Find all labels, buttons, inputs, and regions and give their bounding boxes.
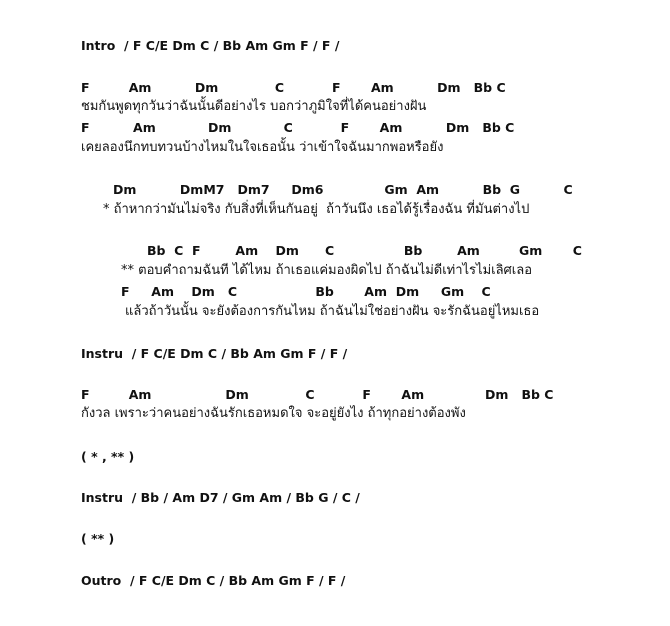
chorus2-lyrics-line-1: ** ตอบคำถามฉันที ได้ไหม ถ้าเธอแค่มองผิดไป ถ้าฉันไม่ดีเท่าไรไม่เลิศเลอ [121,263,533,278]
verse2-lyrics-line: กังวล เพราะว่าคนอย่างฉันรักเธอหมดใจ จะอยู่ยังไง ถ้าทุกอย่างต้องพัง [81,406,466,421]
instru1-line: Instru / F C/E Dm C / Bb Am Gm F / F / [81,346,348,361]
chorus1-lyrics-line: * ถ้าหากว่ามันไม่จริง กับสิ่งที่เห็นกันอยู่ ถ้าวันนึง เธอได้รู้เรื่องฉัน ที่มันต่างไป [103,202,530,217]
repeat2-marker: ( ** ) [81,531,115,546]
chorus2-lyrics-line-2: แล้วถ้าวันนั้น จะยังต้องการกันไหม ถ้าฉันไม่ใช่อย่างฝัน จะรักฉันอยู่ไหมเธอ [125,304,540,319]
instru2-line: Instru / Bb / Am D7 / Gm Am / Bb G / C / [81,490,360,505]
verse1-lyrics-line-2: เคยลองนึกทบทวนบ้างไหมในใจเธอนั้น ว่าเข้าใจฉันมากพอหรือยัง [81,140,444,155]
chorus2-chords-line-2: F Am Dm C Bb Am Dm Gm C [121,284,491,299]
verse1-lyrics-line-1: ชมกันพูดทุกวันว่าฉันนั้นดีอย่างไร บอกว่าภูมิใจที่ได้คนอย่างฝัน [81,99,427,114]
intro-line: Intro / F C/E Dm C / Bb Am Gm F / F / [81,38,340,53]
verse2-chords-line: F Am Dm C F Am Dm Bb C [81,387,554,402]
repeat1-marker: ( * , ** ) [81,449,135,464]
chorus2-chords-line-1: Bb C F Am Dm C Bb Am Gm C [147,243,582,258]
verse1-chords-line-2: F Am Dm C F Am Dm Bb C [81,120,515,135]
verse1-chords-line-1: F Am Dm C F Am Dm Bb C [81,80,506,95]
outro-line: Outro / F C/E Dm C / Bb Am Gm F / F / [81,573,346,588]
chorus1-chords-line: Dm DmM7 Dm7 Dm6 Gm Am Bb G C [113,182,573,197]
